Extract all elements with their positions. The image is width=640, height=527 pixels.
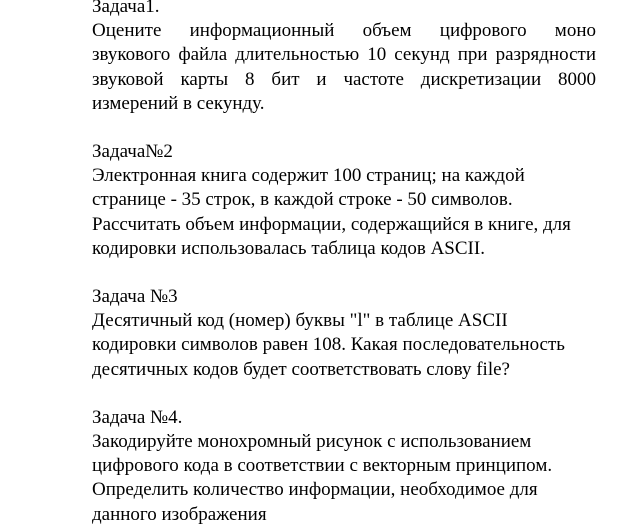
task-3-line-3: десятичных кодов будет соответствовать слову file? bbox=[92, 358, 510, 380]
task-4-line-4: данного изображения bbox=[92, 503, 267, 525]
document-page bbox=[92, 0, 596, 527]
task-1-line-4: измерений в секунду. bbox=[92, 92, 265, 114]
task-1-line-2: звукового файла длительностью 10 секунд при разрядности bbox=[92, 44, 596, 66]
task-4-line-1: Закодируйте монохромный рисунок с использованием bbox=[92, 431, 532, 453]
task-1 bbox=[92, 0, 596, 116]
task-1-text bbox=[92, 19, 596, 116]
task-4 bbox=[92, 406, 596, 527]
task-4-line-2: цифрового кода в соответствии с векторным принципом. bbox=[92, 455, 553, 477]
task-4-text bbox=[92, 430, 596, 527]
task-2-line-3: Рассчитать объем информации, содержащийся в книге, для bbox=[92, 213, 571, 235]
task-2-line-2: странице - 35 строк, в каждой строке - 50 символов. bbox=[92, 189, 513, 211]
task-2-line-1: Электронная книга содержит 100 страниц; на каждой bbox=[92, 165, 525, 187]
task-4-line-3: Определить количество информации, необходимое для bbox=[92, 479, 538, 501]
task-3-line-2: кодировки символов равен 108. Какая последовательность bbox=[92, 334, 565, 356]
task-4-title: Задача №4. bbox=[92, 406, 183, 428]
task-1-line-3: звуковой карты 8 бит и частоте дискретизации 8000 bbox=[92, 68, 596, 90]
task-3-line-1: Десятичный код (номер) буквы "l" в таблице ASCII bbox=[92, 310, 508, 332]
task-3-title: Задача №3 bbox=[92, 286, 178, 308]
task-1-line-1: Оцените информационный объем цифрового моно bbox=[92, 20, 596, 42]
task-1-title: Задача1. bbox=[92, 0, 160, 17]
task-2-text bbox=[92, 164, 596, 261]
task-3-text bbox=[92, 309, 596, 382]
task-2-line-4: кодировки использовалась таблица кодов ASCII. bbox=[92, 237, 485, 259]
task-2 bbox=[92, 140, 596, 261]
task-3 bbox=[92, 285, 596, 382]
task-2-title: Задача№2 bbox=[92, 141, 173, 163]
